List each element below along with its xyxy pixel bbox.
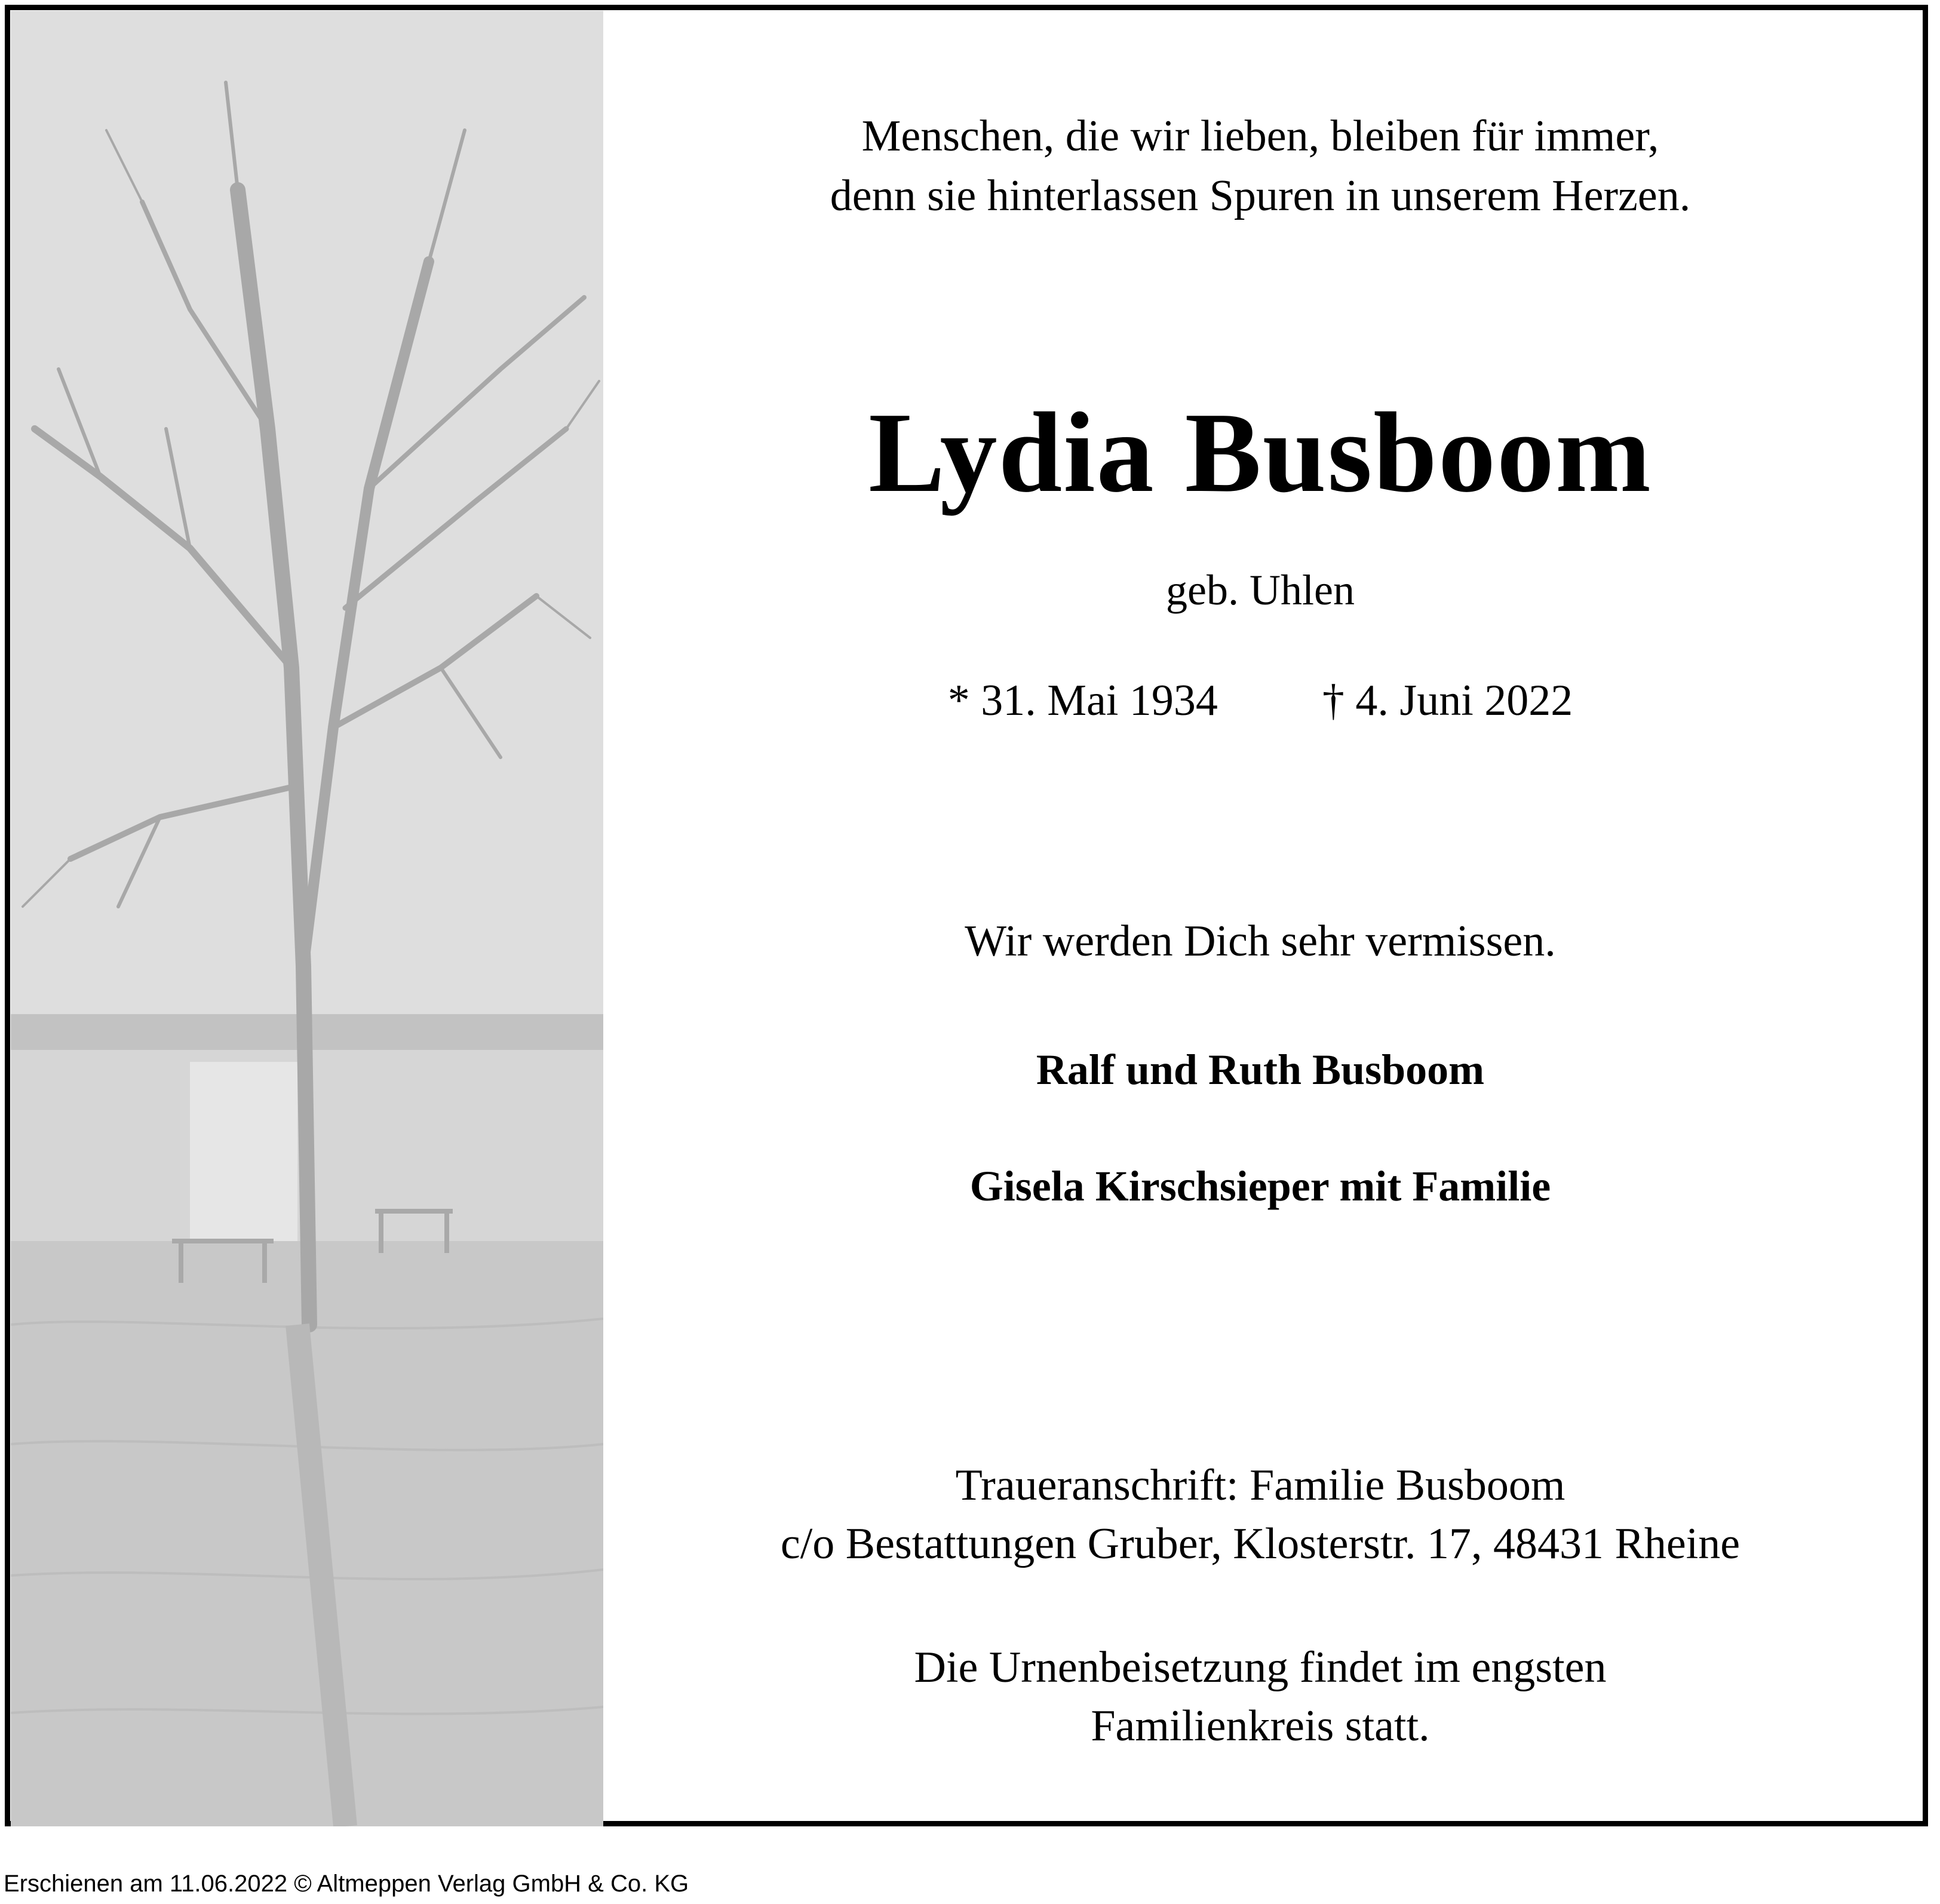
motto-line-2: denn sie hinterlassen Spuren in unserem Herzen. [830,171,1691,220]
address-line-2: c/o Bestattungen Gruber, Klosterstr. 17, 48431 Rheine [780,1519,1741,1568]
mourning-address [603,1456,1917,1573]
life-dates [603,671,1917,730]
mourner-2: Gisela Kirschsieper mit Familie [969,1162,1551,1210]
burial-line-2: Familienkreis statt. [1091,1702,1430,1751]
notice-content [603,11,1917,1816]
birth-date: * 31. Mai 1934 [947,676,1218,725]
tree-by-water-photo [11,11,603,1826]
maiden-name: geb. Uhlen [1166,566,1355,614]
motto [603,106,1917,226]
motto-line-1: Menschen, die wir lieben, bleiben für immer, [861,112,1659,161]
farewell-text: Wir werden Dich sehr vermissen. [965,917,1556,966]
death-date: † 4. Juni 2022 [1322,676,1573,725]
publication-footer: Erschienen am 11.06.2022 © Altmeppen Verlag GmbH & Co. KG [4,1871,689,1897]
mourner-1: Ralf und Ruth Busboom [1036,1046,1485,1094]
burial-info [603,1638,1917,1755]
tree-illustration [11,11,603,1826]
deceased-name: Lydia Busboom [868,389,1652,516]
address-line-1: Traueranschrift: Familie Busboom [955,1461,1565,1510]
burial-line-1: Die Urnenbeisetzung findet im engsten [914,1643,1607,1692]
